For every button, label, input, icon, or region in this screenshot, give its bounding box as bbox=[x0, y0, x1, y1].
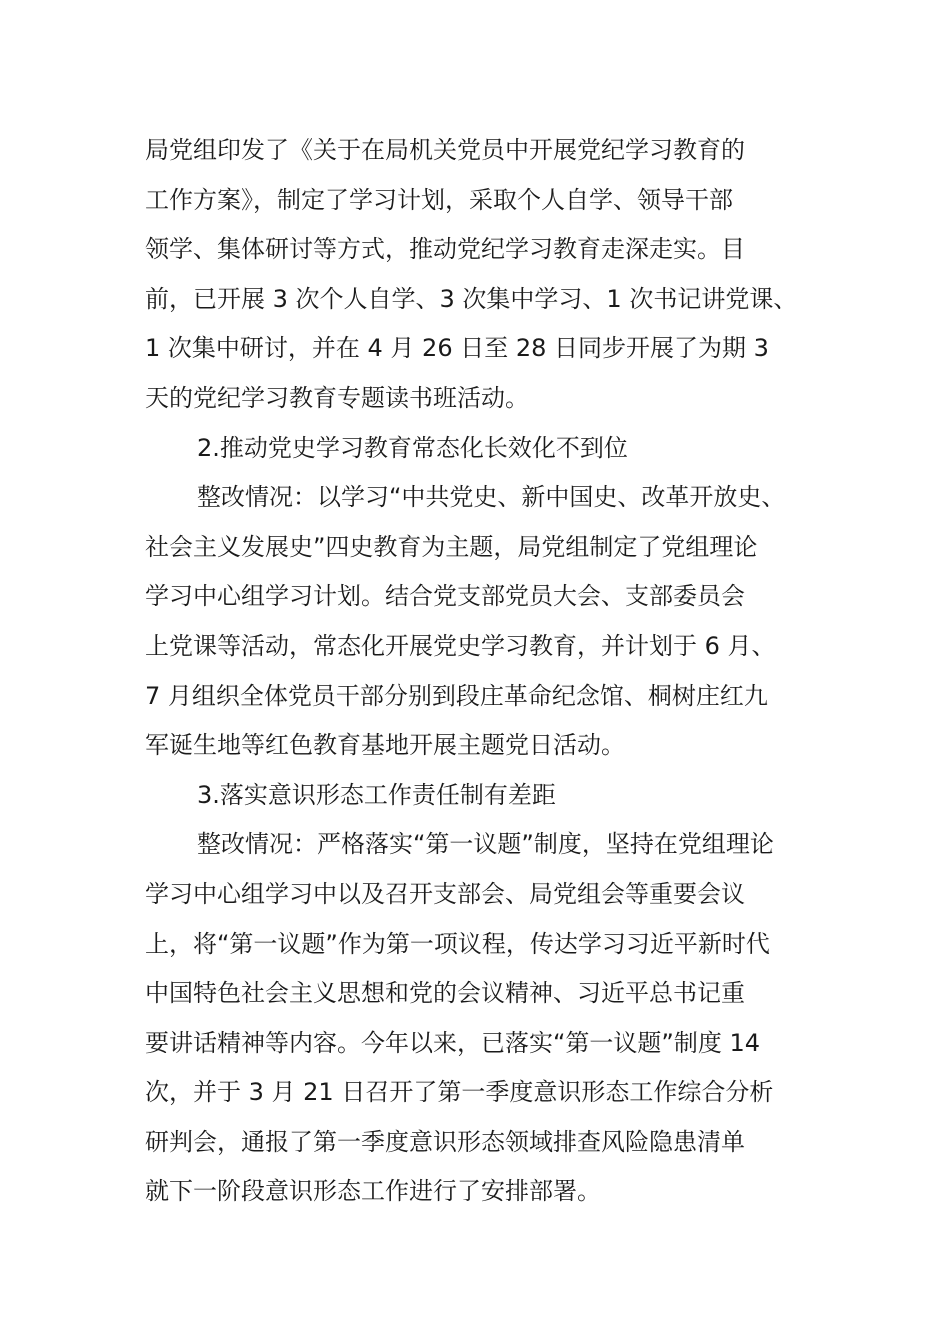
text-line: 局党组印发了《关于在局机关党员中开展党纪学习教育的 bbox=[145, 136, 745, 164]
document-body bbox=[145, 126, 825, 1217]
text-line: 学习中心组学习计划。结合党支部党员大会、支部委员会 bbox=[145, 582, 745, 611]
text-line: 上党课等活动，常态化开展党史学习教育，并计划于 6 月、 bbox=[145, 631, 776, 660]
text-line: 次，并于 3 月 21 日召开了第一季度意识形态工作综合分析 bbox=[145, 1078, 774, 1107]
text-line: 工作方案》，制定了学习计划，采取个人自学、领导干部 bbox=[145, 185, 733, 214]
text-line: 1 次集中研讨，并在 4 月 26 日至 28 日同步开展了为期 3 bbox=[145, 334, 769, 363]
text-line: 中国特色社会主义思想和党的会议精神、习近平总书记重 bbox=[145, 979, 745, 1008]
text-line: 学习中心组学习中以及召开支部会、局党组会等重要会议 bbox=[145, 879, 745, 908]
text-line: 上，将“第一议题”作为第一项议程，传达学习习近平新时代 bbox=[145, 929, 770, 958]
text-line: 前，已开展 3 次个人自学、3 次集中学习、1 次书记讲党课、 bbox=[145, 284, 798, 313]
section-heading: 2.推动党史学习教育常态化长效化不到位 bbox=[197, 433, 628, 462]
text-line: 就下一阶段意识形态工作进行了安排部署。 bbox=[145, 1177, 601, 1206]
text-line: 天的党纪学习教育专题读书班活动。 bbox=[145, 383, 529, 412]
text-line: 整改情况：严格落实“第一议题”制度，坚持在党组理论 bbox=[197, 830, 774, 859]
text-line: 研判会，通报了第一季度意识形态领域排查风险隐患清单 bbox=[145, 1127, 745, 1156]
text-line: 领学、集体研讨等方式，推动党纪学习教育走深走实。目 bbox=[145, 235, 745, 264]
text-line: 军诞生地等红色教育基地开展主题党日活动。 bbox=[145, 731, 625, 760]
text-line: 整改情况：以学习“中共党史、新中国史、改革开放史、 bbox=[197, 483, 786, 512]
text-line: 7 月组织全体党员干部分别到段庄革命纪念馆、桐树庄红九 bbox=[145, 681, 768, 710]
section-heading: 3.落实意识形态工作责任制有差距 bbox=[197, 780, 556, 809]
text-line: 社会主义发展史”四史教育为主题，局党组制定了党组理论 bbox=[145, 532, 758, 561]
text-line: 要讲话精神等内容。今年以来，已落实“第一议题”制度 14 bbox=[145, 1028, 761, 1057]
